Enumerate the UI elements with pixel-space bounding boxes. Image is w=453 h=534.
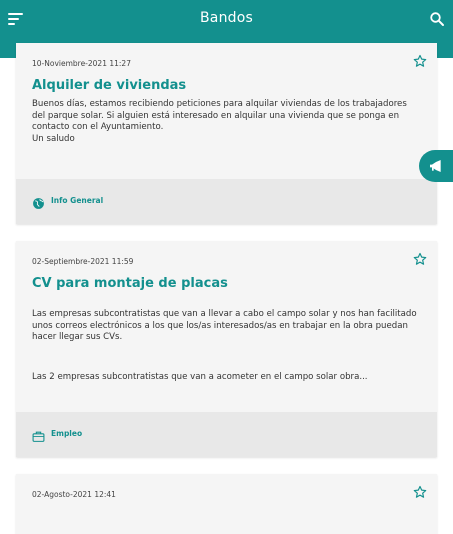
card-body (32, 309, 422, 383)
announcement-button[interactable] (419, 150, 453, 182)
card-body-paragraph: Las 2 empresas subcontratistas que van a acometer en el campo solar obra... (32, 371, 368, 382)
search-icon[interactable] (429, 11, 445, 27)
card-footer[interactable] (16, 179, 437, 224)
card-body (32, 99, 422, 145)
card-body-paragraph: Buenos días, estamos recibiendo peticiones para alquilar viviendas de los trabajadores del parque solar. Si alguien está interesado en alquilar una vivienda que se ponga en contacto con el Ayuntamiento. (32, 99, 407, 132)
star-outline-icon[interactable] (413, 251, 427, 265)
card-title[interactable]: Alquiler de viviendas (32, 78, 187, 93)
star-outline-icon[interactable] (413, 484, 427, 498)
megaphone-icon (428, 158, 444, 174)
bando-card[interactable] (16, 474, 437, 534)
bando-card[interactable] (16, 43, 437, 224)
category-label: Empleo (51, 429, 83, 438)
card-footer[interactable] (16, 412, 437, 457)
page-title: Bandos (199, 10, 253, 26)
card-title[interactable]: CV para montaje de placas (32, 276, 228, 291)
card-date: 10-Noviembre-2021 11:27 (32, 59, 131, 68)
globe-icon (32, 195, 45, 208)
briefcase-icon (32, 428, 45, 441)
card-date: 02-Septiembre-2021 11:59 (32, 257, 134, 266)
star-outline-icon[interactable] (413, 53, 427, 67)
card-body-paragraph: Un saludo (32, 133, 75, 144)
bando-card[interactable] (16, 241, 437, 457)
category-label: Info General (51, 196, 104, 205)
card-date: 02-Agosto-2021 12:41 (32, 490, 116, 499)
card-body-paragraph: Las empresas subcontratistas que van a llevar a cabo el campo solar y nos han facilitado unos correos electrónicos a los que los/as interesados/as en trabajar en la obra puedan hacer llegar sus CVs. (32, 309, 417, 342)
